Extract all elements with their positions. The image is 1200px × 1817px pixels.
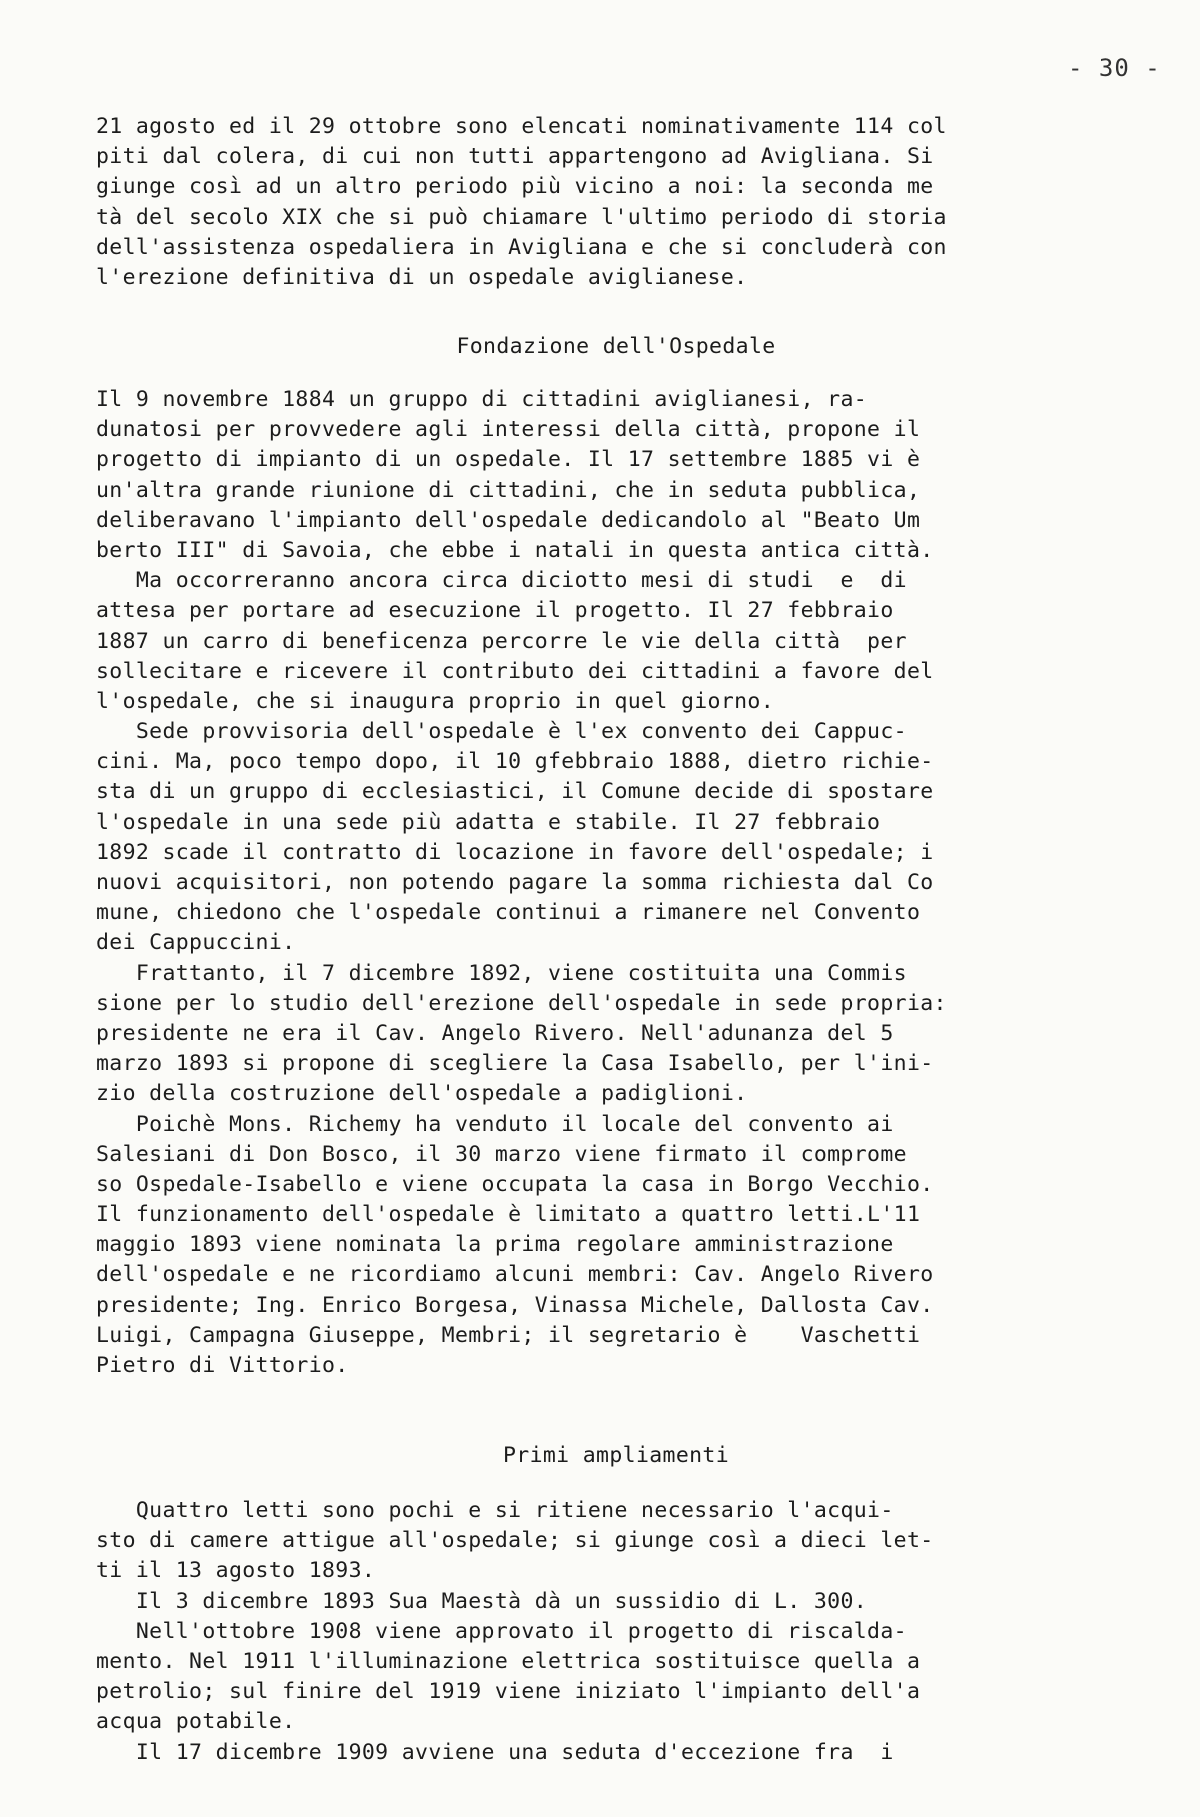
text-line: l'ospedale, che si inaugura proprio in quel giorno. [96, 688, 774, 714]
text-line: zio della costruzione dell'ospedale a padiglioni. [96, 1081, 748, 1107]
text-line: progetto di impianto di un ospedale. Il 17 settembre 1885 vi è [96, 447, 921, 473]
text-line: cini. Ma, poco tempo dopo, il 10 gfebbraio 1888, dietro richie- [96, 749, 934, 775]
text-line: dei Cappuccini. [96, 930, 296, 956]
text-line: Il 3 dicembre 1893 Sua Maestà dà un sussidio di L. 300. [96, 1588, 868, 1614]
section-heading-ampliamenti: Primi ampliamenti [503, 1443, 729, 1468]
text-line: maggio 1893 viene nominata la prima regolare amministrazione [96, 1232, 894, 1258]
text-line: Sede provvisoria dell'ospedale è l'ex convento dei Cappuc- [96, 719, 907, 745]
text-line: tà del secolo XIX che si può chiamare l'ultimo periodo di storia [96, 204, 947, 230]
text-line: presidente; Ing. Enrico Borgesa, Vinassa Michele, Dallosta Cav. [96, 1292, 934, 1318]
paragraph-intro [96, 112, 1136, 293]
text-line: acqua potabile. [96, 1709, 296, 1735]
text-line: presidente ne era il Cav. Angelo Rivero. Nell'adunanza del 5 [96, 1020, 894, 1046]
text-line: Frattanto, il 7 dicembre 1892, viene costituita una Commis [96, 960, 907, 986]
text-line: Ma occorreranno ancora circa diciotto mesi di studi e di [96, 568, 907, 594]
text-line: l'ospedale in una sede più adatta e stabile. Il 27 febbraio [96, 809, 881, 835]
text-line: Il 9 novembre 1884 un gruppo di cittadini aviglianesi, ra- [96, 387, 868, 412]
text-line: dell'ospedale e ne ricordiamo alcuni membri: Cav. Angelo Rivero [96, 1262, 934, 1288]
text-line: 1892 scade il contratto di locazione in favore dell'ospedale; i [96, 839, 934, 865]
text-line: berto III" di Savoia, che ebbe i natali in questa antica città. [96, 537, 934, 563]
text-line: l'erezione definitiva di un ospedale aviglianese. [96, 264, 748, 290]
text-line: Luigi, Campagna Giuseppe, Membri; il segretario è Vaschetti [96, 1322, 921, 1348]
text-line: 1887 un carro di beneficenza percorre le vie della città per [96, 628, 907, 654]
text-line: so Ospedale-Isabello e viene occupata la casa in Borgo Vecchio. [96, 1171, 934, 1197]
text-line: dell'assistenza ospedaliera in Avigliana e che si concluderà con [96, 234, 947, 260]
text-line: 21 agosto ed il 29 ottobre sono elencati nominativamente 114 col [96, 114, 947, 139]
text-line: piti dal colera, di cui non tutti appartengono ad Avigliana. Si [96, 144, 934, 170]
text-line: mento. Nel 1911 l'illuminazione elettrica sostituisce quella a [96, 1648, 921, 1674]
text-line: Poichè Mons. Richemy ha venduto il locale del convento ai [96, 1111, 894, 1137]
text-line: sto di camere attigue all'ospedale; si giunge così a dieci let- [96, 1528, 934, 1554]
text-line: deliberavano l'impianto dell'ospedale dedicandolo al "Beato Um [96, 507, 921, 533]
text-line: sta di un gruppo di ecclesiastici, il Comune decide di spostare [96, 779, 934, 805]
page-number: - 30 - [1068, 54, 1161, 82]
section-fondazione-body [96, 385, 1136, 1381]
text-line: Quattro letti sono pochi e si ritiene necessario l'acqui- [96, 1498, 894, 1523]
text-line: Il funzionamento dell'ospedale è limitato a quattro letti.L'11 [96, 1202, 921, 1228]
text-line: Il 17 dicembre 1909 avviene una seduta d'eccezione fra i [96, 1739, 894, 1765]
text-line: sollecitare e ricevere il contributo dei cittadini a favore del [96, 658, 934, 684]
section-ampliamenti-body [96, 1496, 1136, 1768]
text-line: giunge così ad un altro periodo più vicino a noi: la seconda me [96, 174, 934, 200]
text-line: nuovi acquisitori, non potendo pagare la somma richiesta dal Co [96, 870, 934, 895]
text-line: petrolio; sul finire del 1919 viene iniziato l'impianto dell'a [96, 1679, 921, 1705]
text-line: attesa per portare ad esecuzione il progetto. Il 27 febbraio [96, 598, 894, 624]
text-line: Salesiani di Don Bosco, il 30 marzo viene firmato il comprome [96, 1141, 907, 1167]
text-line: dunatosi per provvedere agli interessi della città, propone il [96, 417, 921, 443]
text-line: un'altra grande riunione di cittadini, che in seduta pubblica, [96, 477, 921, 503]
text-line: mune, chiedono che l'ospedale continui a rimanere nel Convento [96, 900, 921, 926]
text-line: sione per lo studio dell'erezione dell'ospedale in sede propria: [96, 990, 947, 1016]
text-line: Nell'ottobre 1908 viene approvato il progetto di riscalda- [96, 1618, 907, 1644]
section-heading-fondazione: Fondazione dell'Ospedale [456, 334, 776, 359]
text-line: Pietro di Vittorio. [96, 1353, 349, 1378]
text-line: ti il 13 agosto 1893. [96, 1558, 376, 1584]
text-line: marzo 1893 si propone di scegliere la Casa Isabello, per l'ini- [96, 1051, 934, 1077]
